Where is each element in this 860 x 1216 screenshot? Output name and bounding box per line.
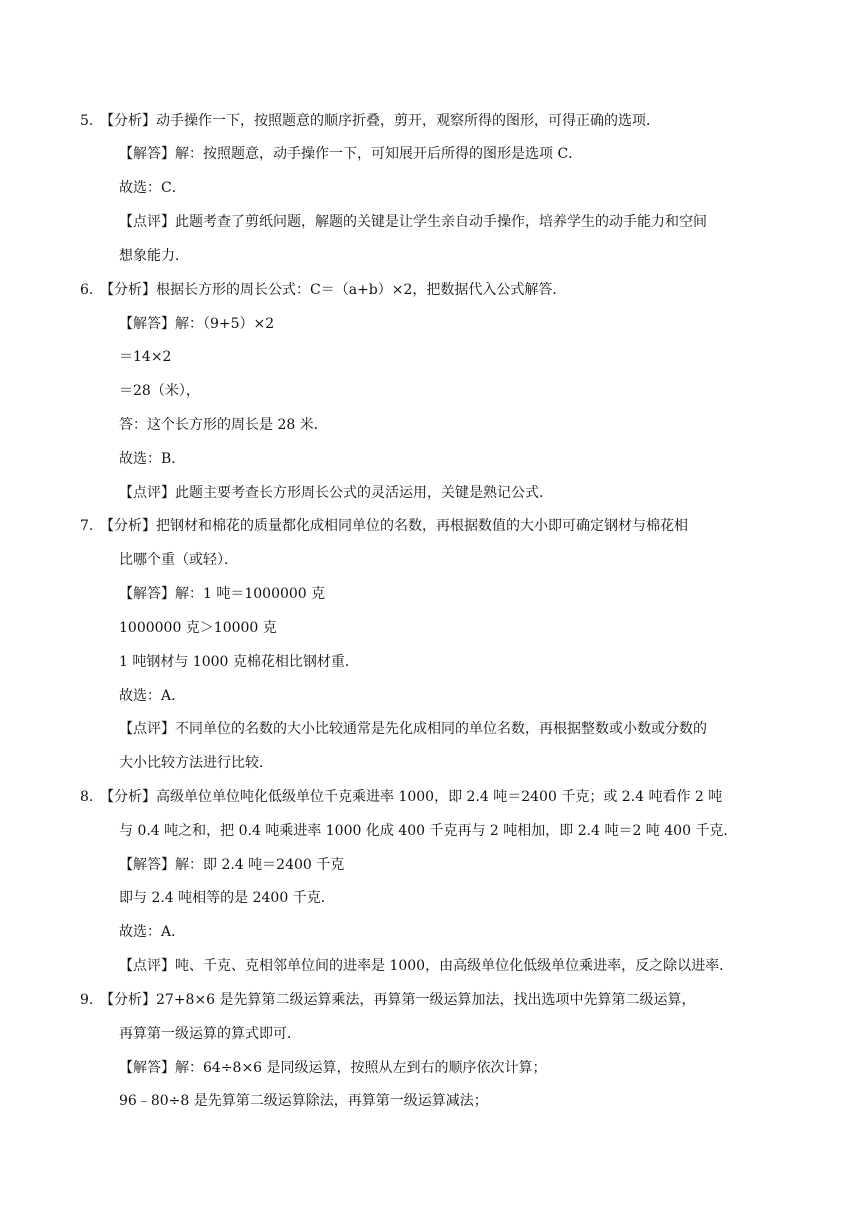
comment-line: 【点评】不同单位的名数的大小比较通常是先化成相同的单位名数，再根据整数或小数或分数的: [119, 721, 707, 737]
problem-number: 6.: [80, 282, 94, 298]
answer-statement: 答：这个长方形的周长是 28 米．: [119, 417, 328, 433]
analysis-line-cont: 再算第一级运算的算式即可．: [119, 1026, 301, 1042]
analysis-line: 【分析】动手操作一下，按照题意的顺序折叠，剪开，观察所得的图形，可得正确的选项．: [100, 113, 660, 129]
choice-line: 故选：A．: [119, 688, 186, 704]
comment-line: 【点评】吨、千克、克相邻单位间的进率是 1000，由高级单位化低级单位乘进率，反之除以进率．: [119, 958, 734, 974]
analysis-line-cont: 与 0.4 吨之和，把 0.4 吨乘进率 1000 化成 400 千克再与 2 吨相加，即 2.4 吨＝2 吨 400 千克．: [119, 823, 738, 839]
choice-line: 故选：C．: [119, 180, 186, 196]
answer-line: 【解答】解：1 吨＝1000000 克: [119, 586, 326, 602]
problem-number: 8.: [80, 789, 94, 805]
answer-line: 【解答】解：（9+5）×2: [119, 316, 275, 332]
analysis-line: 【分析】把钢材和棉花的质量都化成相同单位的名数，再根据数值的大小即可确定钢材与棉花相: [100, 518, 688, 534]
work-line: 1 吨钢材与 1000 克棉花相比钢材重．: [119, 654, 359, 670]
analysis-line-cont: 比哪个重（或轻）．: [119, 552, 238, 568]
work-line: ＝14×2: [119, 349, 172, 365]
work-line: 1000000 克＞10000 克: [119, 620, 277, 636]
problem-number: 9.: [80, 992, 94, 1008]
comment-line: 【点评】此题主要考查长方形周长公式的灵活运用，关键是熟记公式．: [119, 485, 553, 501]
problem-number: 5.: [80, 113, 94, 129]
work-line: 96﹣80÷8 是先算第二级运算除法，再算第一级运算减法；: [119, 1093, 488, 1109]
comment-line-cont: 大小比较方法进行比较．: [119, 755, 273, 771]
comment-line: 【点评】此题考查了剪纸问题，解题的关键是让学生亲自动手操作，培养学生的动手能力和空间: [119, 214, 707, 230]
work-line: ＝28（米），: [119, 383, 200, 399]
choice-line: 故选：A．: [119, 924, 186, 940]
answer-line: 【解答】解：64÷8×6 是同级运算，按照从左到右的顺序依次计算；: [119, 1060, 547, 1076]
problem-number: 7.: [80, 518, 94, 534]
choice-line: 故选：B．: [119, 451, 186, 467]
analysis-line: 【分析】根据长方形的周长公式：C＝（a+b）×2，把数据代入公式解答．: [100, 282, 567, 298]
work-line: 即与 2.4 吨相等的是 2400 千克．: [119, 890, 335, 906]
answer-line: 【解答】解：即 2.4 吨＝2400 千克: [119, 857, 345, 873]
comment-line-cont: 想象能力．: [119, 248, 189, 264]
answer-line: 【解答】解：按照题意，动手操作一下，可知展开后所得的图形是选项 C．: [119, 146, 583, 162]
analysis-line: 【分析】27+8×6 是先算第二级运算乘法，再算第一级运算加法，找出选项中先算第二级运算，: [100, 992, 696, 1008]
analysis-line: 【分析】高级单位单位吨化低级单位千克乘进率 1000，即 2.4 吨＝2400 千克；或 2.4 吨看作 2 吨: [100, 789, 723, 805]
